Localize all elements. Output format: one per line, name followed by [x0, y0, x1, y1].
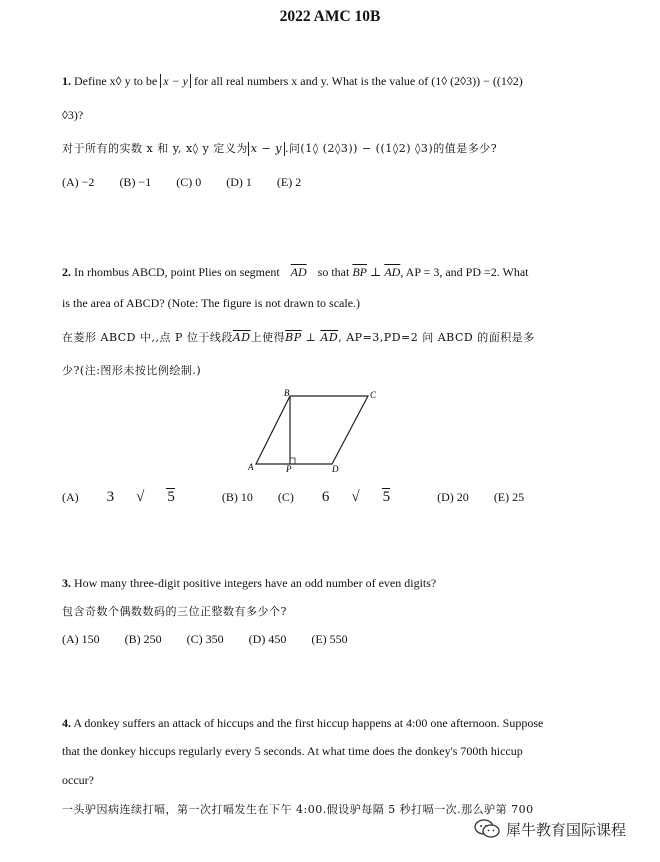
q3-choice-b: (B) 250: [124, 632, 162, 646]
q4-cn-line1: 一头驴因病连续打嗝，第一次打嗝发生在下午 4:00.假设驴每隔 5 秒打嗝一次.那么驴第 700: [62, 803, 534, 816]
q2-line1: [62, 265, 529, 280]
q2-cn-a: 在菱形 ABCD 中,,点 P 位于线段: [62, 331, 233, 344]
q3-choice-a: (A) 150: [62, 632, 100, 646]
q1-choice-b: (B) −1: [119, 175, 152, 189]
q4-line1: [62, 716, 543, 731]
q1-cn-line: [62, 140, 497, 156]
q2-cn-perp: ⊥: [305, 331, 317, 344]
q2-cn-seg-ad: $\overline{AD}$: [232, 331, 251, 344]
q4-text-line1: A donkey suffers an attack of hiccups and the first hiccup happens at 4:00 one afternoon. Suppose: [73, 716, 544, 730]
q4-line3: occur?: [62, 773, 94, 787]
label-b: B: [284, 388, 290, 398]
q1-choice-d: (D) 1: [226, 175, 252, 189]
rhombus-figure: [244, 386, 384, 476]
rhombus-outline: [256, 396, 368, 464]
q3-text: How many three-digit positive integers have an odd number of even digits?: [74, 576, 437, 590]
q2-cn-b: 上使得: [250, 331, 286, 344]
wechat-icon: [474, 818, 500, 840]
label-p: P: [286, 464, 292, 474]
q2-text-a: In rhombus ABCD, point Plies on segment: [74, 265, 280, 279]
q3-choices: [62, 632, 370, 647]
q2-choice-b: (B) 10: [221, 490, 253, 504]
label-a: A: [248, 462, 254, 472]
q2-perp: ⊥: [370, 265, 382, 279]
q2-cn-c: , AP=3,PD=2 问 ABCD 的面积是多: [338, 331, 535, 344]
q2-seg-ad: $\overline{AD}$: [290, 265, 307, 279]
q3-line1: [62, 576, 436, 591]
watermark: [474, 818, 626, 840]
q4-line2: that the donkey hiccups regularly every 5 seconds. At what time does the donkey's 700th hiccup: [62, 744, 523, 758]
q2-choice-c: (C) 6 √ 5: [277, 489, 391, 505]
q2-cn-seg-bp: $\overline{BP}$: [285, 331, 302, 344]
q1-choices: [62, 175, 323, 190]
q4-number: 4.: [62, 716, 71, 730]
q1-cn-a: 对于所有的实数 x 和 y, x◊ y 定义为: [62, 142, 248, 155]
q2-cn-line1: [62, 329, 535, 345]
q1-line1: [62, 74, 523, 89]
label-c: C: [370, 390, 377, 400]
page-title: 2022 AMC 10B: [279, 8, 381, 25]
q2-text-c: , AP = 3, and PD =2. What: [400, 265, 529, 279]
q1-text-a: Define x◊ y to be: [74, 74, 158, 88]
q2-text-b: so that: [317, 265, 350, 279]
q1-line2: ◊3)?: [62, 108, 84, 122]
watermark-text: 犀牛教育国际课程: [506, 820, 627, 839]
label-d: D: [332, 464, 339, 474]
q2-choices: [62, 489, 546, 506]
q1-choice-c: (C) 0: [176, 175, 202, 189]
q1-cn-abs-expr: x − y: [248, 142, 285, 156]
q2-choice-d: (D) 20: [437, 490, 469, 504]
q2-choice-e: (E) 25: [493, 490, 525, 504]
q2-cn-seg-ad-2: $\overline{AD}$: [320, 331, 339, 344]
q3-choice-d: (D) 450: [248, 632, 287, 646]
q3-number: 3.: [62, 576, 71, 590]
q3-choice-c: (C) 350: [186, 632, 224, 646]
q2-seg-ad-2: $\overline{AD}$: [384, 265, 401, 279]
q2-cn-line2: 少?(注:图形未按比例绘制.): [62, 364, 202, 377]
q2-line2: is the area of ABCD? (Note: The figure is not drawn to scale.): [62, 296, 361, 310]
q1-choice-e: (E) 2: [276, 175, 302, 189]
q1-text-b: for all real numbers x and y. What is the value of (1◊ (2◊3)) − ((1◊2): [194, 74, 523, 88]
q1-number: 1.: [62, 74, 71, 88]
q1-cn-b: .问(1◊ (2◊3)) − ((1◊2) ◊3)的值是多少?: [284, 142, 498, 155]
q1-abs-expr: x − y: [160, 74, 191, 88]
q2-choice-a: (A) 3 √ 5: [62, 489, 175, 505]
q3-choice-e: (E) 550: [311, 632, 348, 646]
q2-number: 2.: [62, 265, 71, 279]
q3-cn-line: 包含奇数个偶数数码的三位正整数有多少个?: [62, 605, 287, 618]
q1-choice-a: (A) −2: [62, 175, 95, 189]
q2-seg-bp: $\overline{BP}$: [352, 265, 368, 279]
